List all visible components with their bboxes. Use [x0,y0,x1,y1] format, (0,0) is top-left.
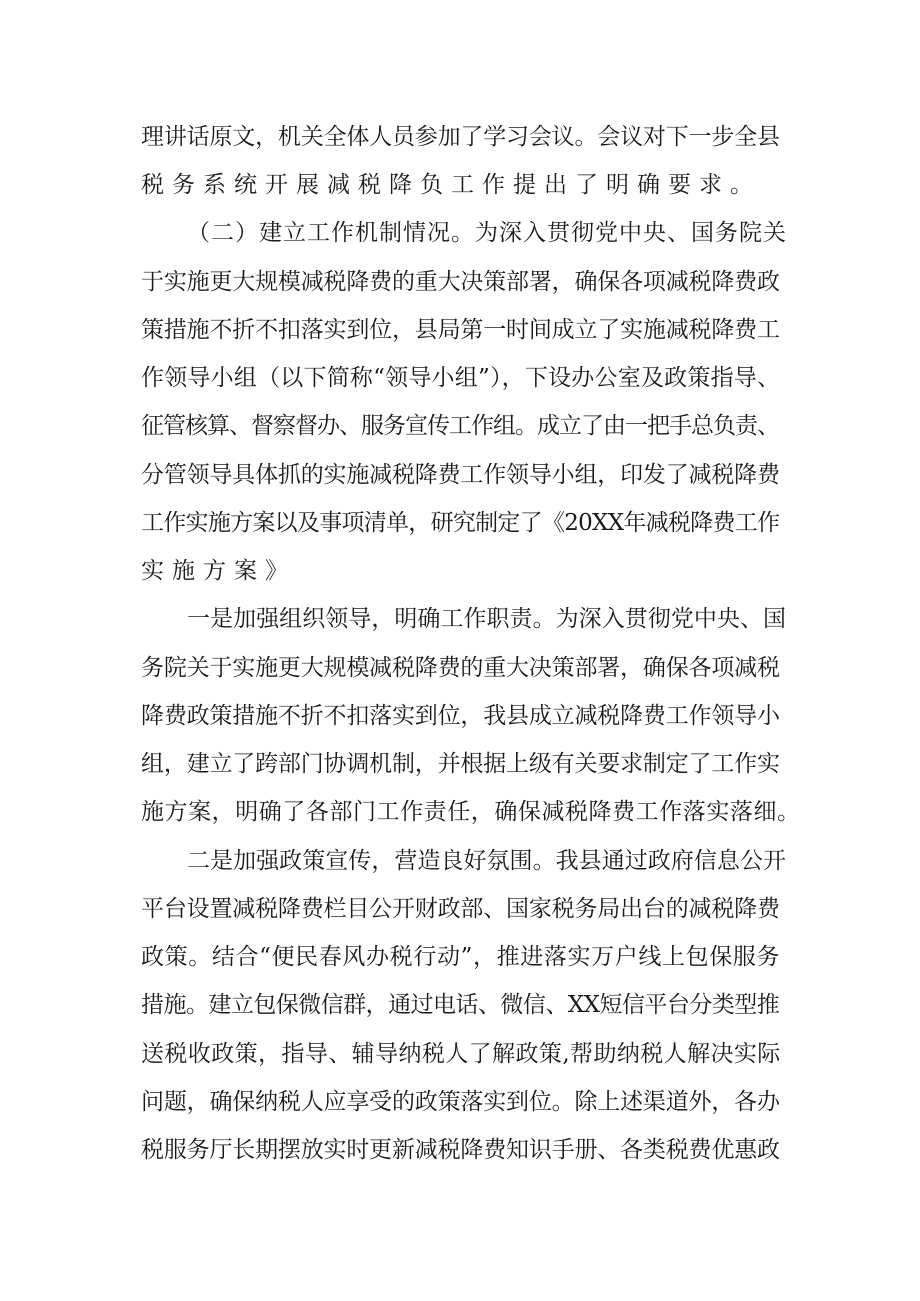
text-line-10: 实施方案》 [141,558,296,584]
text-line-13: 降费政策措施不折不扣落实到位，我县成立减税降费工作领导小 [141,703,780,729]
text-line-2: 税务系统开展减税降负工作提出了明确要求。 [141,172,761,198]
text-line-4: 于实施更大规模减税降费的重大决策部署，确保各项减税降费政 [141,269,780,295]
text-line-3: （二）建立工作机制情况。为深入贯彻党中央、国务院关 [187,220,787,246]
text-line-19: 措施。建立包保微信群，通过电话、微信、XX短信平台分类型推 [141,992,780,1018]
text-line-9: 工作实施方案以及事项清单，研究制定了《20XX年减税降费工作 [141,510,780,536]
text-line-20: 送税收政策，指导、辅导纳税人了解政策,帮助纳税人解决实际 [141,1041,781,1067]
text-line-16: 二是加强政策宣传，营造良好氛围。我县通过政府信息公开 [187,848,787,874]
text-line-11: 一是加强组织领导，明确工作职责。为深入贯彻党中央、国 [187,606,787,632]
text-line-8: 分管领导具体抓的实施减税降费工作领导小组，印发了减税降费 [141,462,780,488]
text-line-12: 务院关于实施更大规模减税降费的重大决策部署，确保各项减税 [141,655,780,681]
text-line-22: 税服务厅长期摆放实时更新减税降费知识手册、各类税费优惠政 [141,1137,780,1163]
text-line-18: 政策。结合“便民春风办税行动”，推进落实万户线上包保服务 [141,944,781,970]
text-line-17: 平台设置减税降费栏目公开财政部、国家税务局出台的减税降费 [141,896,780,922]
text-line-15: 施方案，明确了各部门工作责任，确保减税降费工作落实落细。 [141,799,801,825]
text-line-7: 征管核算、督察督办、服务宣传工作组。成立了由一把手总负责、 [141,413,779,439]
text-line-5: 策措施不折不扣落实到位，县局第一时间成立了实施减税降费工 [141,317,780,343]
text-line-14: 组，建立了跨部门协调机制，并根据上级有关要求制定了工作实 [141,751,780,777]
text-line-6: 作领导小组（以下简称“领导小组”），下设办公室及政策指导、 [141,365,781,391]
text-line-21: 问题，确保纳税人应享受的政策落实到位。除上述渠道外，各办 [141,1089,780,1115]
text-line-1: 理讲话原文，机关全体人员参加了学习会议。会议对下一步全县 [141,124,780,150]
